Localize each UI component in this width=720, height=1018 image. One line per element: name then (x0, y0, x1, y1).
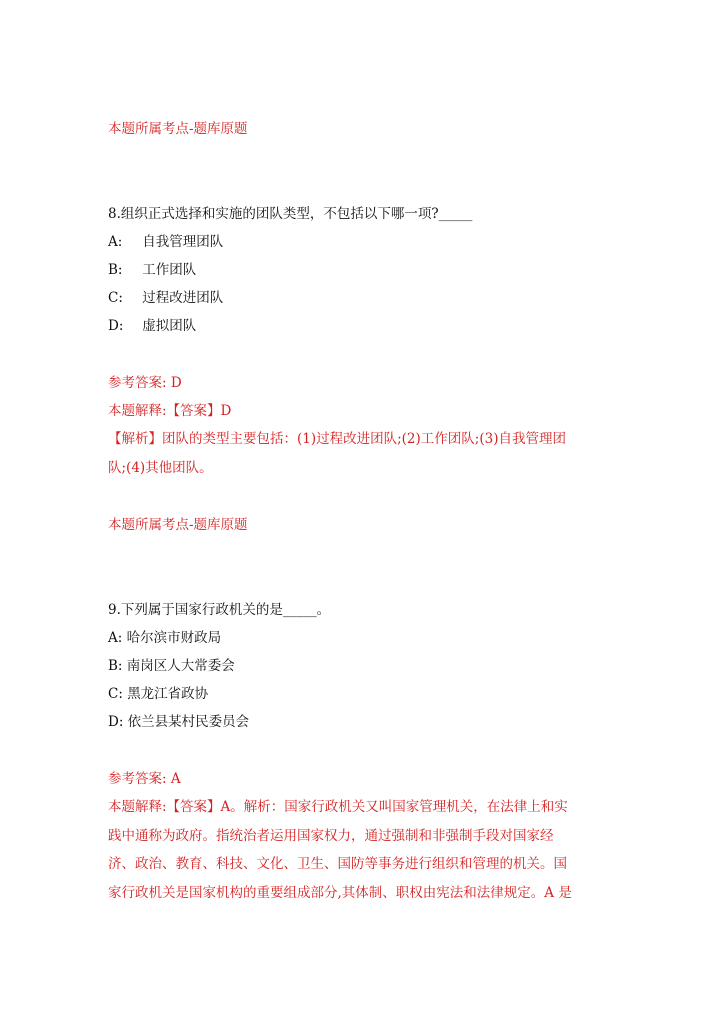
q9-explanation-line-2: 践中通称为政府。指统治者运用国家权力，通过强制和非强制手段对国家经 (108, 827, 554, 844)
q8-analysis-line-1: 【解析】团队的类型主要包括：(1)过程改进团队;(2)工作团队;(3)自我管理团 (108, 431, 566, 447)
q9-option-b (108, 657, 235, 675)
q9-option-b-letter: B: (108, 658, 123, 674)
q8-option-b-text: 工作团队 (142, 262, 197, 278)
q8-option-d-letter: D: (108, 318, 124, 334)
q9-explanation-line-3: 济、政治、教育、科技、文化、卫生、国防等事务进行组织和管理的机关。国 (108, 856, 567, 872)
question-9-text: 9.下列属于国家行政机关的是_____。 (108, 602, 331, 618)
source-label-top: 本题所属考点-题库原题 (108, 121, 248, 137)
q8-option-c (108, 289, 223, 307)
q9-explanation-line-1: 本题解释:【答案】A。解析：国家行政机关又叫国家管理机关，在法律上和实 (108, 799, 568, 815)
q8-analysis (108, 425, 608, 482)
q9-option-c (108, 685, 208, 703)
q8-option-d-text: 虚拟团队 (142, 318, 197, 334)
q9-option-c-letter: C: (108, 686, 123, 702)
q9-option-d-text: 依兰县某村民委员会 (127, 714, 250, 730)
q9-option-a (108, 629, 221, 647)
q9-option-d-letter: D: (108, 714, 124, 730)
q8-option-b (108, 261, 196, 279)
q9-option-b-text: 南岗区人大常委会 (126, 658, 235, 674)
q9-explanation-line-4: 家行政机关是国家机构的重要组成部分,其体制、职权由宪法和法律规定。A 是 (108, 884, 572, 901)
q9-answer: 参考答案: A (108, 771, 181, 787)
q9-option-a-text: 哈尔滨市财政局 (126, 630, 222, 646)
q8-analysis-line-2: 队;(4)其他团队。 (108, 459, 213, 476)
q8-option-b-letter: B: (108, 262, 123, 278)
q8-option-a-text: 自我管理团队 (142, 234, 224, 250)
q8-answer: 参考答案: D (108, 375, 182, 391)
question-8-text: 8.组织正式选择和实施的团队类型，不包括以下哪一项?_____ (108, 206, 473, 222)
q8-option-c-letter: C: (108, 290, 123, 306)
q9-option-a-letter: A: (108, 630, 123, 646)
q9-explanation (108, 793, 608, 907)
q8-source-label: 本题所属考点-题库原题 (108, 517, 248, 533)
q8-option-a-letter: A: (108, 234, 123, 250)
q9-option-c-text: 黑龙江省政协 (127, 686, 209, 702)
q8-option-d (108, 317, 196, 335)
q8-option-c-text: 过程改进团队 (142, 290, 224, 306)
q8-explanation-head: 本题解释:【答案】D (108, 403, 232, 419)
q8-option-a (108, 233, 223, 251)
q9-option-d (108, 713, 249, 731)
